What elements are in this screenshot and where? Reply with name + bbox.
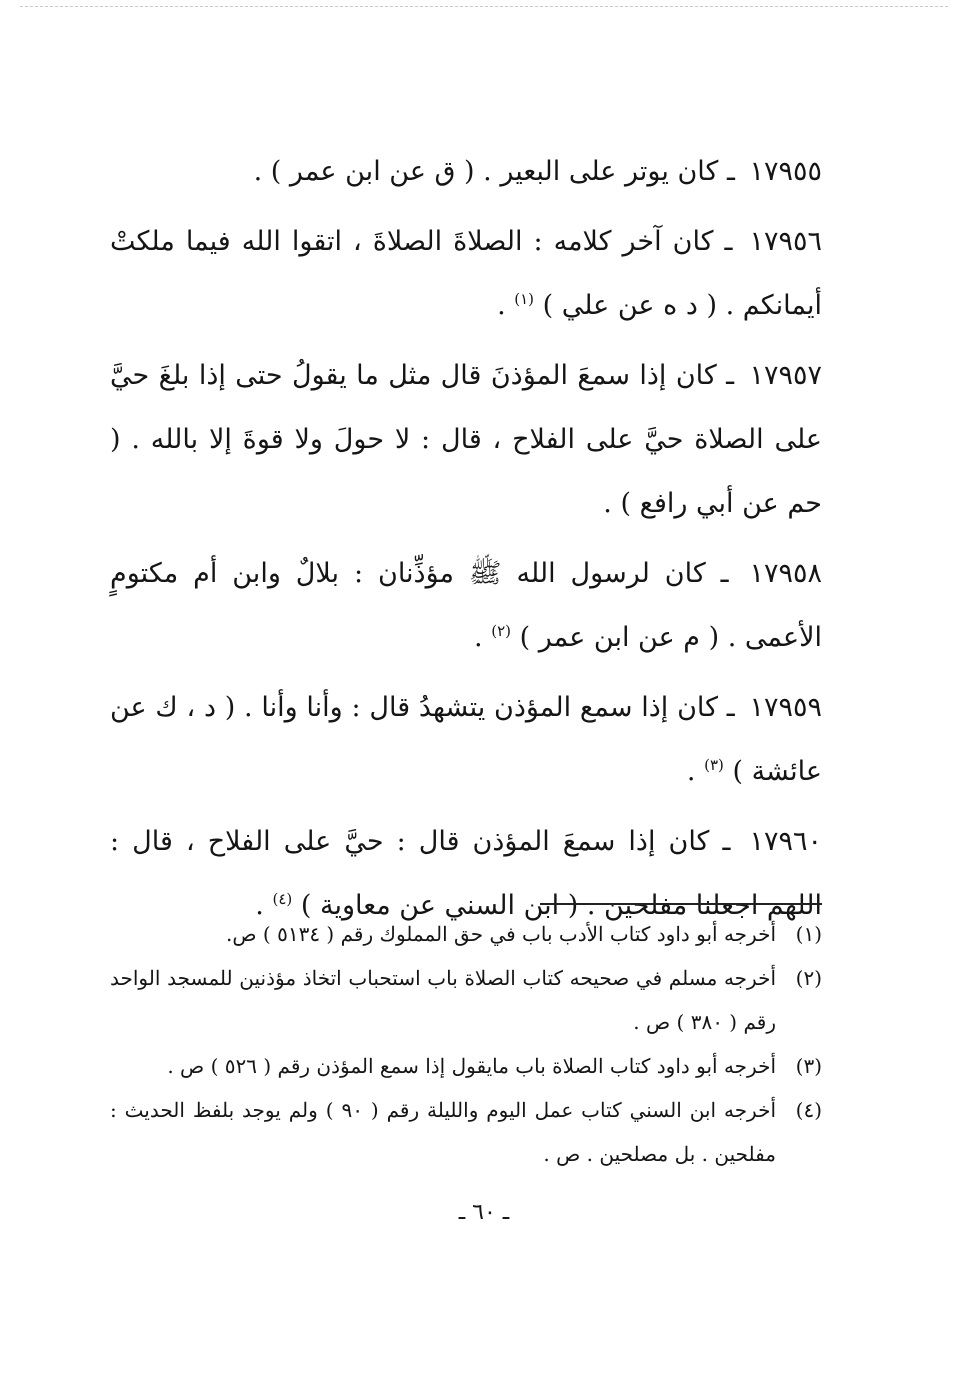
hadith-separator: ـ (726, 360, 735, 391)
footnote-reference: (٢) (491, 622, 511, 640)
scan-edge-line (20, 6, 948, 7)
hadith-tail: . (497, 290, 506, 321)
hadith-entry (110, 210, 822, 338)
footnote-mark: (١) (795, 922, 822, 946)
footnote (110, 1088, 822, 1176)
hadith-entry (110, 542, 822, 670)
footnote (110, 1044, 822, 1088)
footnote-text: أخرجه ابن السني كتاب عمل اليوم والليلة رقم ( ٩٠ ) ولم يوجد بلفظ الحديث : مفلحين . بل مصلحين . ص . (110, 1098, 777, 1166)
hadith-number: ١٧٩٥٩ (749, 692, 822, 723)
hadith-text: كان إذا سمعَ المؤذنَ قال مثل ما يقولُ حتى إذا بلغَ حيَّ على الصلاة حيَّ على الفلاح ، قال : لا حولَ ولا قوةَ إلا بالله . ( حم عن أبي رافع ) . (110, 360, 822, 519)
page-number: ـ ٦٠ ـ (458, 1200, 510, 1225)
footnote (110, 912, 822, 956)
hadith-number: ١٧٩٥٧ (749, 360, 822, 391)
hadith-separator: ـ (722, 826, 731, 857)
hadith-text: كان إذا سمع المؤذن يتشهدُ قال : وأنا وأنا . ( د ، ك عن عائشة ) (110, 692, 822, 787)
hadith-text: كان لرسول الله ﷺ مؤذِّنان : بلالٌ وابن أم مكتومٍ الأعمى . ( م عن ابن عمر ) (110, 558, 822, 653)
hadith-separator: ـ (724, 226, 733, 257)
hadith-text: كان يوتر على البعير . ( ق عن ابن عمر ) . (253, 156, 719, 187)
footnote-mark: (٣) (795, 1054, 822, 1078)
hadith-tail: . (686, 756, 696, 787)
hadith-list (110, 140, 822, 944)
footnote (110, 956, 822, 1044)
footnote-reference: (٣) (704, 756, 724, 774)
hadith-number: ١٧٩٥٦ (749, 226, 822, 257)
hadith-separator: ـ (726, 156, 735, 187)
footnotes (110, 912, 822, 1176)
hadith-entry (110, 344, 822, 536)
footnote-text: أخرجه أبو داود كتاب الصلاة باب مايقول إذا سمع المؤذن رقم ( ٥٢٦ ) ص . (167, 1054, 776, 1078)
hadith-text: كان إذا سمعَ المؤذن قال : حيَّ على الفلاح ، قال : اللهم اجعلنا مفلحين . ( ابن السني عن معاوية ) (110, 826, 822, 921)
hadith-separator: ـ (726, 692, 735, 723)
footnote-divider (540, 903, 822, 905)
footnote-mark: (٢) (795, 966, 822, 990)
hadith-tail: . (255, 890, 264, 921)
footnote-reference: (٤) (272, 890, 293, 908)
hadith-number: ١٧٩٦٠ (749, 826, 822, 857)
footnote-mark: (٤) (795, 1098, 822, 1122)
hadith-entry (110, 676, 822, 804)
hadith-tail: . (474, 622, 483, 653)
hadith-separator: ـ (720, 558, 729, 589)
footnote-text: أخرجه مسلم في صحيحه كتاب الصلاة باب استحباب اتخاذ مؤذنين للمسجد الواحد رقم ( ٣٨٠ ) ص . (110, 966, 776, 1034)
hadith-number: ١٧٩٥٨ (749, 558, 822, 589)
footnote-text: أخرجه أبو داود كتاب الأدب باب في حق المملوك رقم ( ٥١٣٤ ) ص. (226, 922, 776, 946)
footnote-reference: (١) (514, 290, 535, 308)
hadith-entry (110, 140, 822, 204)
hadith-text: كان آخر كلامه : الصلاةَ الصلاةَ ، اتقوا الله فيما ملكتْ أيمانكم . ( د ه عن علي ) (110, 226, 822, 321)
hadith-number: ١٧٩٥٥ (749, 156, 822, 187)
